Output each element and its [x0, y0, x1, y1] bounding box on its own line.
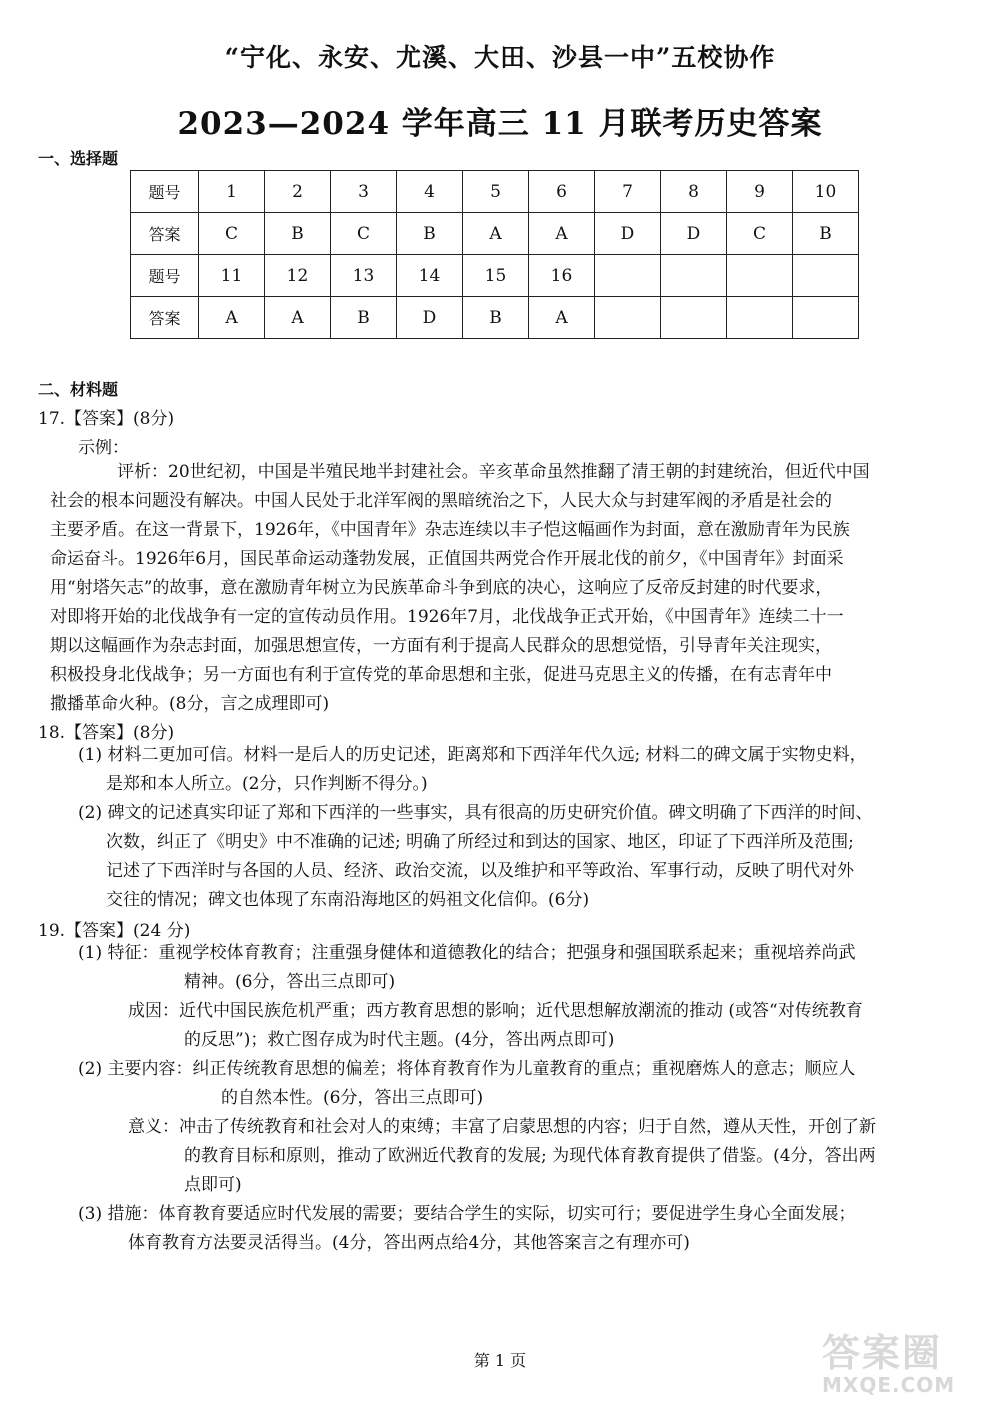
q17-analysis	[50, 458, 970, 719]
page-title: 2023—2024 学年高三 11 月联考历史答案	[177, 106, 823, 142]
table-cell	[793, 297, 859, 339]
table-cell: B	[793, 213, 859, 255]
row-label: 题号	[131, 171, 199, 213]
text-line: (1) 特征：重视学校体育教育；注重强身健体和道德教化的结合；把强身和强国联系起来；重视培养尚武	[78, 943, 856, 963]
text-line: 评析：20世纪初，中国是半殖民地半封建社会。辛亥革命虽然推翻了清王朝的封建统治，但近代中国	[117, 462, 870, 482]
text-line: (1) 材料二更加可信。材料一是后人的历史记述，距离郑和下西洋年代久远; 材料二的碑文属于实物史料，	[78, 745, 867, 765]
table-cell: 4	[397, 171, 463, 213]
table-cell: 9	[727, 171, 793, 213]
table-cell: A	[265, 297, 331, 339]
q19-part1-features	[78, 939, 968, 997]
table-cell: 6	[529, 171, 595, 213]
q18-part1	[78, 741, 968, 799]
table-cell	[595, 255, 661, 297]
page-number: 第 1 页	[473, 1351, 527, 1370]
q18-title: 18.【答案】(8分)	[38, 723, 175, 743]
table-cell: 14	[397, 255, 463, 297]
text-line: 点即可)	[184, 1175, 242, 1195]
text-line: 记述了下西洋时与各国的人员、经济、政治交流，以及维护和平等政治、军事行动，反映了明代对外	[106, 861, 854, 881]
table-cell: 7	[595, 171, 661, 213]
table-cell: 8	[661, 171, 727, 213]
table-cell: B	[331, 297, 397, 339]
table-row-answers-2	[131, 297, 859, 339]
text-line: 主要矛盾。在这一背景下，1926年，《中国青年》杂志连续以丰子恺这幅画作为封面，意在激励青年为民族	[50, 520, 850, 540]
table-cell	[661, 255, 727, 297]
table-cell	[595, 297, 661, 339]
table-cell: 3	[331, 171, 397, 213]
q19-part1-causes	[128, 997, 968, 1055]
text-line: 交往的情况；碑文也体现了东南沿海地区的妈祖文化信仰。(6分)	[106, 890, 590, 910]
table-cell: 16	[529, 255, 595, 297]
watermark-sub: MXQE.COM	[822, 1373, 956, 1397]
text-line: 成因：近代中国民族危机严重；西方教育思想的影响；近代思想解放潮流的推动 (或答“对传统教育	[128, 1001, 863, 1021]
q19-part2-significance	[128, 1113, 968, 1200]
watermark-main: 答案圈	[822, 1331, 943, 1375]
table-cell: 2	[265, 171, 331, 213]
table-cell: A	[199, 297, 265, 339]
text-line: 体育教育方法要灵活得当。(4分，答出两点给4分，其他答案言之有理亦可)	[128, 1233, 690, 1253]
text-line: 的反思”)；救亡图存成为时代主题。(4分，答出两点即可)	[184, 1030, 615, 1050]
text-line: 对即将开始的北伐战争有一定的宣传动员作用。1926年7月，北伐战争正式开始，《中国青年》连续二十一	[50, 607, 844, 627]
row-label: 答案	[131, 297, 199, 339]
row-label: 题号	[131, 255, 199, 297]
q19-title: 19.【答案】(24 分)	[38, 921, 191, 941]
table-cell: 13	[331, 255, 397, 297]
table-cell: 15	[463, 255, 529, 297]
text-line: 意义：冲击了传统教育和社会对人的束缚；丰富了启蒙思想的内容；归于自然，遵从天性，开创了新	[128, 1117, 876, 1137]
text-line: 的自然本性。(6分，答出三点即可)	[221, 1088, 484, 1108]
q17-example-label: 示例：	[78, 438, 129, 458]
text-line: 次数，纠正了《明史》中不准确的记述; 明确了所经过和到达的国家、地区，印证了下西洋所及范围;	[106, 832, 854, 852]
table-cell: B	[463, 297, 529, 339]
table-row-numbers-1	[131, 171, 859, 213]
table-cell: B	[397, 213, 463, 255]
q18-part2	[78, 799, 968, 915]
section-heading-material: 二、材料题	[38, 380, 119, 399]
text-line: 是郑和本人所立。(2分，只作判断不得分。)	[106, 774, 428, 794]
text-line: 撒播革命火种。(8分，言之成理即可)	[50, 694, 330, 714]
answer-table	[130, 170, 859, 339]
table-cell	[727, 255, 793, 297]
table-cell	[793, 255, 859, 297]
table-cell: D	[661, 213, 727, 255]
text-line: 积极投身北伐战争；另一方面也有利于宣传党的革命思想和主张，促进马克思主义的传播，在有志青年中	[50, 665, 832, 685]
section-heading-choice: 一、选择题	[38, 149, 119, 168]
table-cell: 12	[265, 255, 331, 297]
text-line: 精神。(6分，答出三点即可)	[184, 972, 396, 992]
table-cell: C	[727, 213, 793, 255]
q19-part2-content	[78, 1055, 968, 1113]
table-cell: C	[331, 213, 397, 255]
text-line: 的教育目标和原则，推动了欧洲近代教育的发展; 为现代体育教育提供了借鉴。(4分，答出两	[184, 1146, 876, 1166]
row-label: 答案	[131, 213, 199, 255]
q19-part3-measures	[78, 1200, 968, 1258]
table-cell: C	[199, 213, 265, 255]
watermark-logo	[822, 1322, 982, 1402]
header-subtitle: “宁化、永安、尤溪、大田、沙县一中”五校协作	[224, 43, 776, 72]
text-line: 社会的根本问题没有解决。中国人民处于北洋军阀的黑暗统治之下，人民大众与封建军阀的矛盾是社会的	[50, 491, 832, 511]
table-row-answers-1	[131, 213, 859, 255]
table-cell: A	[529, 213, 595, 255]
text-line: 期以这幅画作为杂志封面，加强思想宣传，一方面有利于提高人民群众的思想觉悟，引导青年关注现实，	[50, 636, 832, 656]
table-cell: 5	[463, 171, 529, 213]
q17-title: 17.【答案】(8分)	[38, 409, 175, 429]
table-cell: 11	[199, 255, 265, 297]
text-line: 命运奋斗。1926年6月，国民革命运动蓬勃发展，正值国共两党合作开展北伐的前夕，《中国青年》封面采	[50, 549, 844, 569]
table-cell	[661, 297, 727, 339]
table-cell: A	[529, 297, 595, 339]
text-line: (2) 主要内容：纠正传统教育思想的偏差；将体育教育作为儿童教育的重点；重视磨炼人的意志；顺应人	[78, 1059, 856, 1079]
table-cell: 10	[793, 171, 859, 213]
table-cell: D	[397, 297, 463, 339]
text-line: 用“射塔矢志”的故事，意在激励青年树立为民族革命斗争到底的决心，这响应了反帝反封建的时代要求，	[50, 578, 833, 598]
text-line: (3) 措施：体育教育要适应时代发展的需要；要结合学生的实际，切实可行；要促进学生身心全面发展；	[78, 1204, 856, 1224]
text-line: (2) 碑文的记述真实印证了郑和下西洋的一些事实，具有很高的历史研究价值。碑文明确了下西洋的时间、	[78, 803, 873, 823]
table-cell: B	[265, 213, 331, 255]
table-cell	[727, 297, 793, 339]
table-row-numbers-2	[131, 255, 859, 297]
table-cell: 1	[199, 171, 265, 213]
table-cell: D	[595, 213, 661, 255]
table-cell: A	[463, 213, 529, 255]
